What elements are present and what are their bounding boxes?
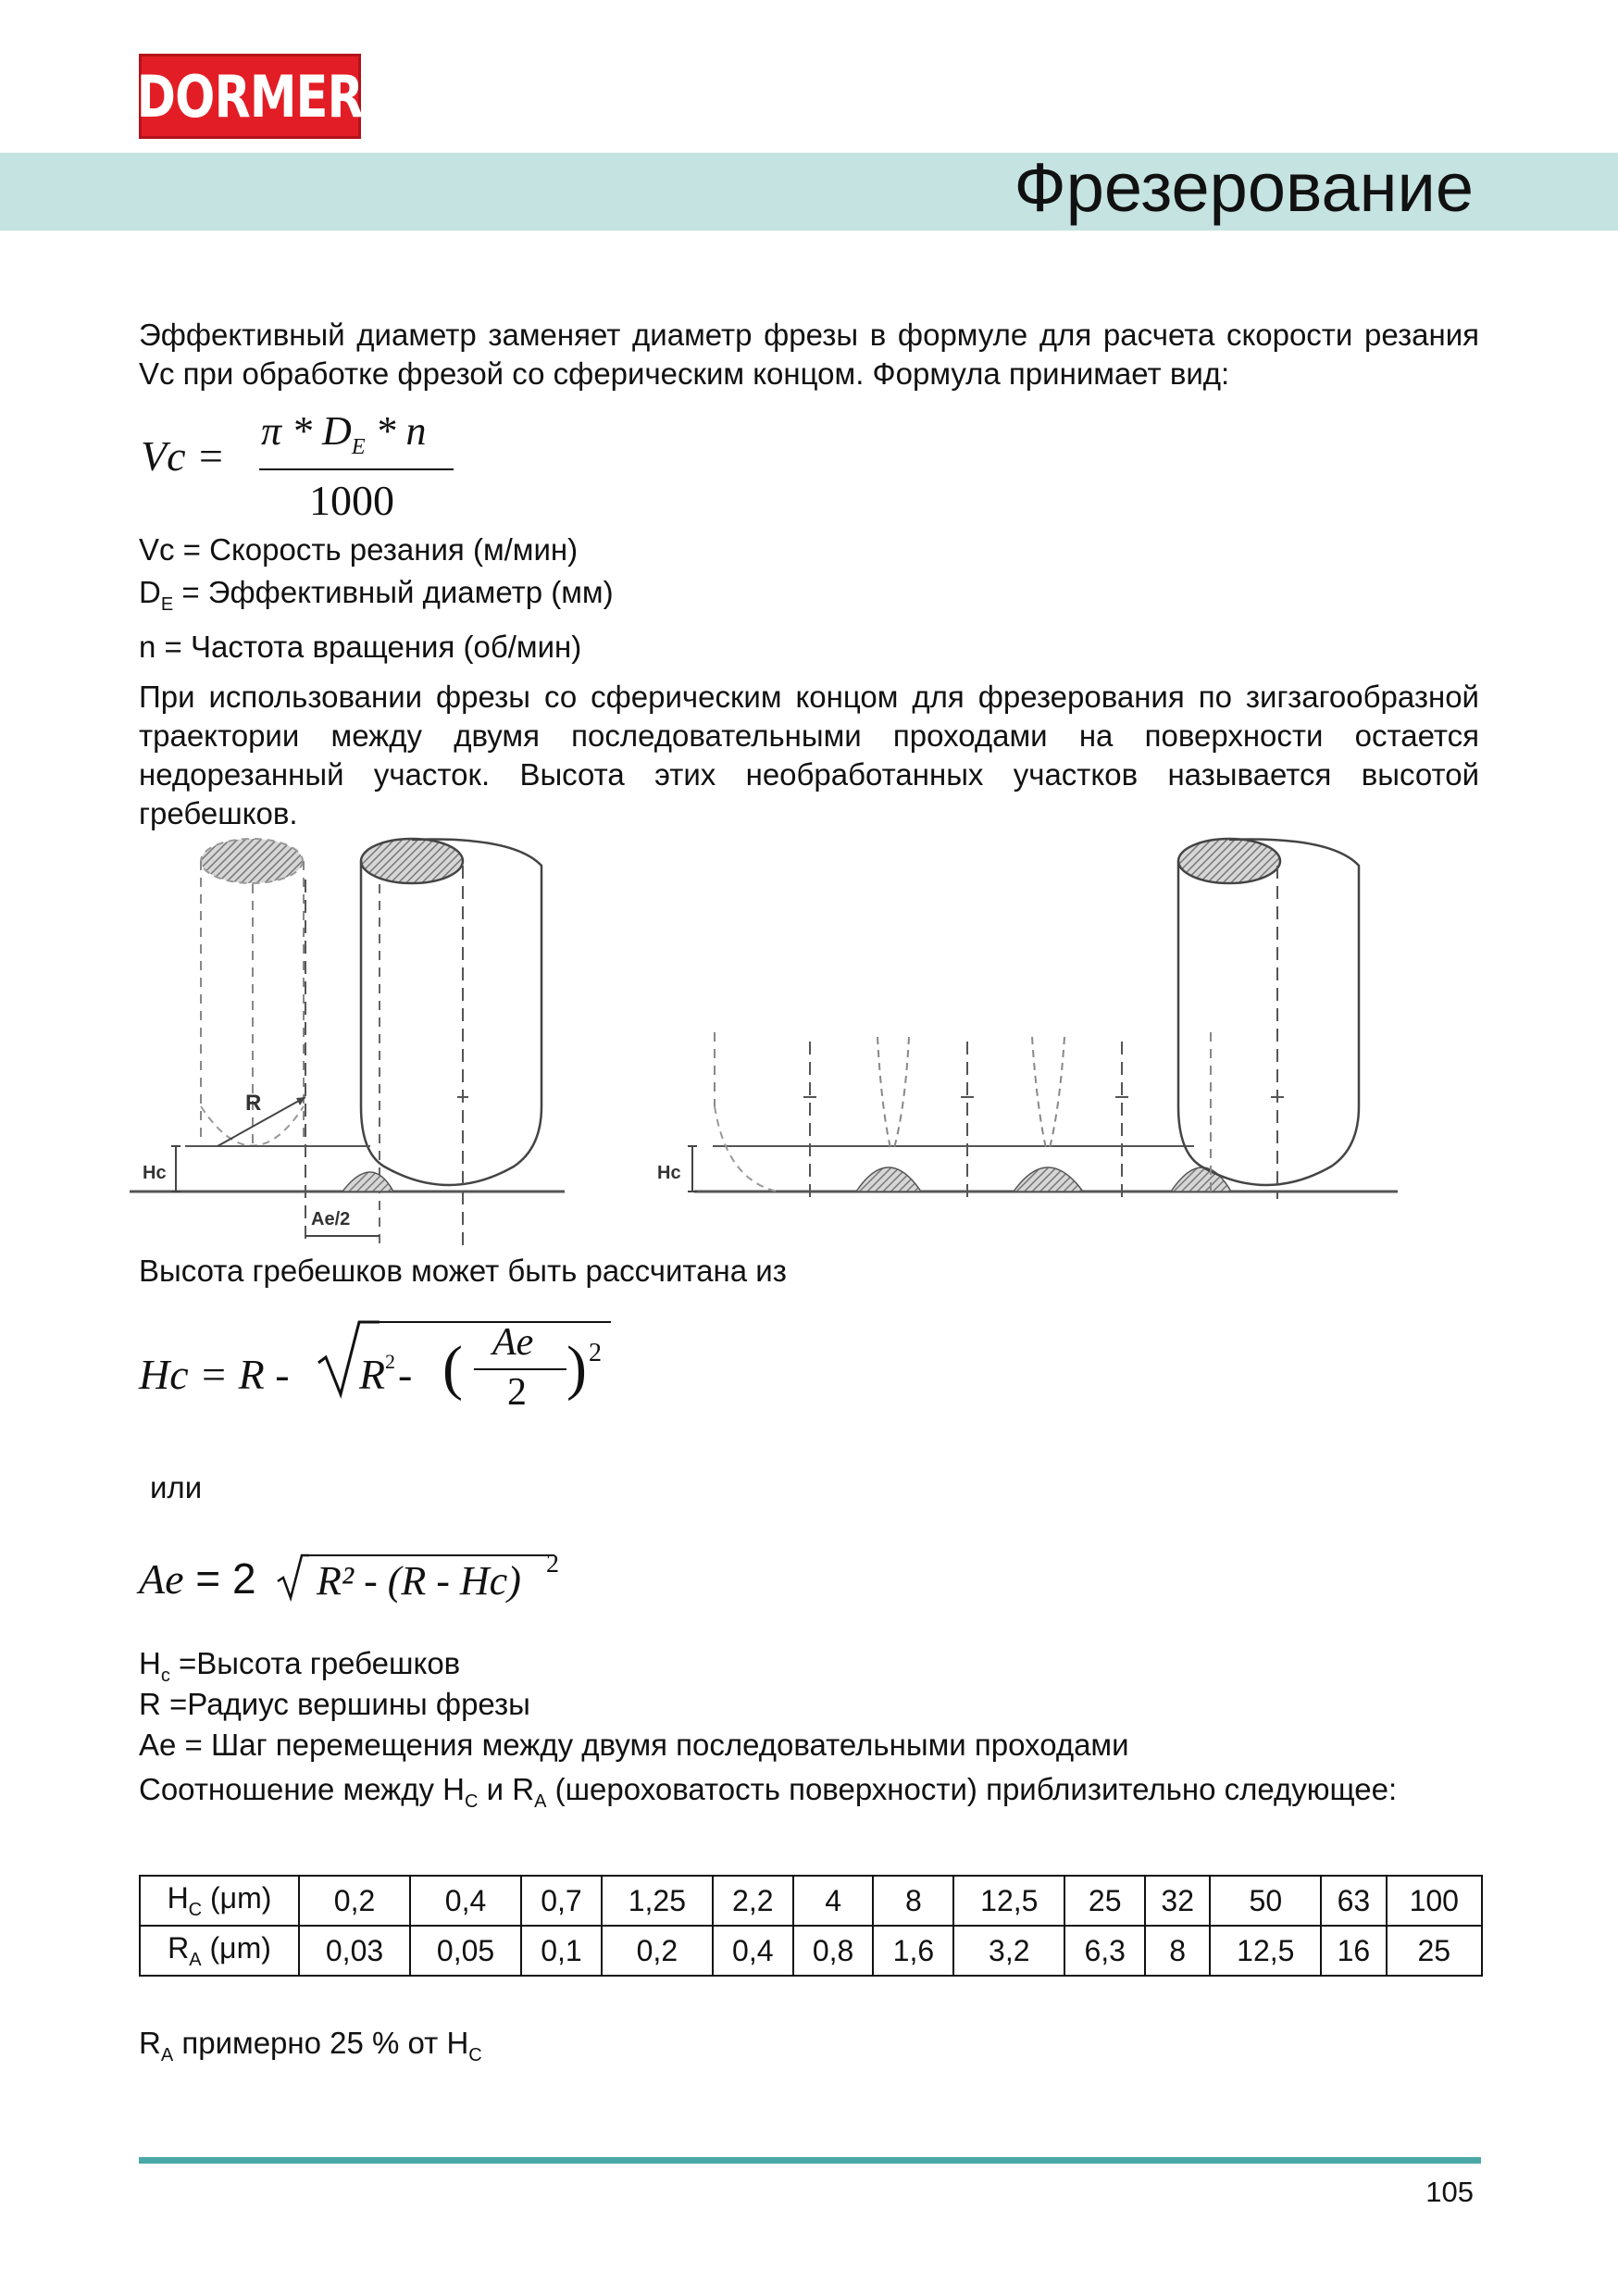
page-title: Фрезерование: [1014, 149, 1474, 226]
definition-n: n = Частота вращения (об/мин): [139, 630, 582, 664]
right-cutter-diagram: [657, 839, 1398, 1199]
label-r: R: [245, 1091, 262, 1116]
formula2-minus: -: [398, 1351, 413, 1398]
sqrt-overline-2: [308, 1554, 554, 1556]
sqrt-sign-2: [276, 1552, 309, 1602]
formula2-num: Ae: [492, 1321, 534, 1364]
table-cell: 0,7: [521, 1876, 602, 1926]
formula2-exp: 2: [589, 1339, 602, 1367]
table-cell: 63: [1321, 1876, 1386, 1926]
table-cell: 8: [1145, 1926, 1210, 1976]
formula2-lhs: Hc = R -: [139, 1351, 290, 1398]
table-row-hc: [140, 1876, 1482, 1926]
table-cell: 12,5: [953, 1876, 1064, 1926]
formula1-fraction-bar: [259, 468, 454, 470]
definition-r: R =Радиус вершины фрезы: [139, 1687, 530, 1721]
table-cell: 4: [793, 1876, 874, 1926]
table-cell: 25: [1387, 1926, 1482, 1976]
page-number: 105: [1425, 2176, 1474, 2208]
calc-text: Высота гребешков может быть рассчитана из: [139, 1254, 787, 1288]
table-cell: 0,1: [521, 1926, 602, 1976]
table-cell: 12,5: [1210, 1926, 1321, 1976]
hc-ra-table: [139, 1875, 1483, 1977]
definitions1: [139, 529, 614, 668]
table-cell: 2,2: [713, 1876, 793, 1926]
scallop-diagrams: [130, 829, 1407, 1254]
table-cell: 25: [1064, 1876, 1145, 1926]
table-cell: 0,2: [299, 1876, 410, 1926]
table-header-hc: $H_C$ (μm): [140, 1876, 299, 1926]
table-cell: 1,25: [602, 1876, 713, 1926]
label-hc-right: Hc: [657, 1163, 681, 1183]
table-cell: 8: [873, 1876, 953, 1926]
scallop-paragraph: При использовании фрезы со сферическим концом для фрезерования по зигзагообразной траектории между двумя последовательными проходами на поверхности остается недорезанный участок. Высота этих необработанных участков называется высотой гребешков.: [139, 680, 1479, 830]
left-cutter-diagram: [130, 839, 565, 1245]
table-cell: 32: [1145, 1876, 1210, 1926]
dormer-logo: [136, 54, 364, 139]
formula2-den: 2: [507, 1371, 527, 1414]
formula3-exp: 2: [546, 1550, 559, 1578]
table-row-ra: [140, 1926, 1482, 1976]
logo-text: DORMER: [136, 62, 364, 131]
footer-rule: [139, 2157, 1481, 2164]
intro-paragraph: Эффективный диаметр заменяет диаметр фрезы в формуле для расчета скорости резания Vc при обработке фрезой со сферическим концом. Формула принимает вид:: [139, 318, 1479, 391]
table-cell: 0,2: [602, 1926, 713, 1976]
ra-note: $R_A$ примерно 25 % от $H_C$: [139, 2026, 482, 2065]
formula2-lparen: (: [442, 1334, 463, 1402]
table-cell: 6,3: [1064, 1926, 1145, 1976]
formula2-r-exp: 2: [385, 1350, 395, 1373]
table-cell: 0,4: [713, 1926, 793, 1976]
formula2-rparen: ): [566, 1334, 587, 1402]
formula1-denominator: 1000: [309, 477, 394, 524]
definition-hc: $H_c$ =Высота гребешков: [139, 1646, 461, 1686]
definition-de: $D_E$ = Эффективный диаметр (мм): [139, 575, 614, 615]
table-cell: 100: [1387, 1876, 1482, 1926]
or-text: или: [150, 1470, 203, 1504]
relation-paragraph: Соотношение между $H_C$ и $R_A$ (шероховатость поверхности) приблизительно следующее:: [139, 1772, 1398, 1812]
definition-ae: Ae = Шаг перемещения между двумя последовательными проходами: [139, 1728, 1129, 1762]
table-cell: 0,03: [299, 1926, 410, 1976]
table-cell: 50: [1210, 1876, 1321, 1926]
table-cell: 16: [1321, 1926, 1386, 1976]
table-header-ra: $R_A$ (μm): [140, 1926, 299, 1976]
formula1-numerator: π * $D_E$ * n: [261, 408, 427, 459]
table-cell: 0,4: [410, 1876, 521, 1926]
formula3: Ae = 2: [139, 1554, 256, 1603]
table-cell: 1,6: [873, 1926, 953, 1976]
table-cell: 0,05: [410, 1926, 521, 1976]
formula3-body: R² - (R - Hc): [317, 1558, 521, 1603]
definition-vc: Vc = Скорость резания (м/мин): [139, 532, 579, 567]
label-hc: Hc: [143, 1163, 167, 1183]
table-cell: 0,8: [793, 1926, 874, 1976]
formula2-r: R: [359, 1351, 386, 1398]
label-ae-half: Ae/2: [311, 1209, 351, 1229]
formula1-lhs: Vc =: [141, 432, 226, 480]
table-cell: 3,2: [953, 1926, 1064, 1976]
